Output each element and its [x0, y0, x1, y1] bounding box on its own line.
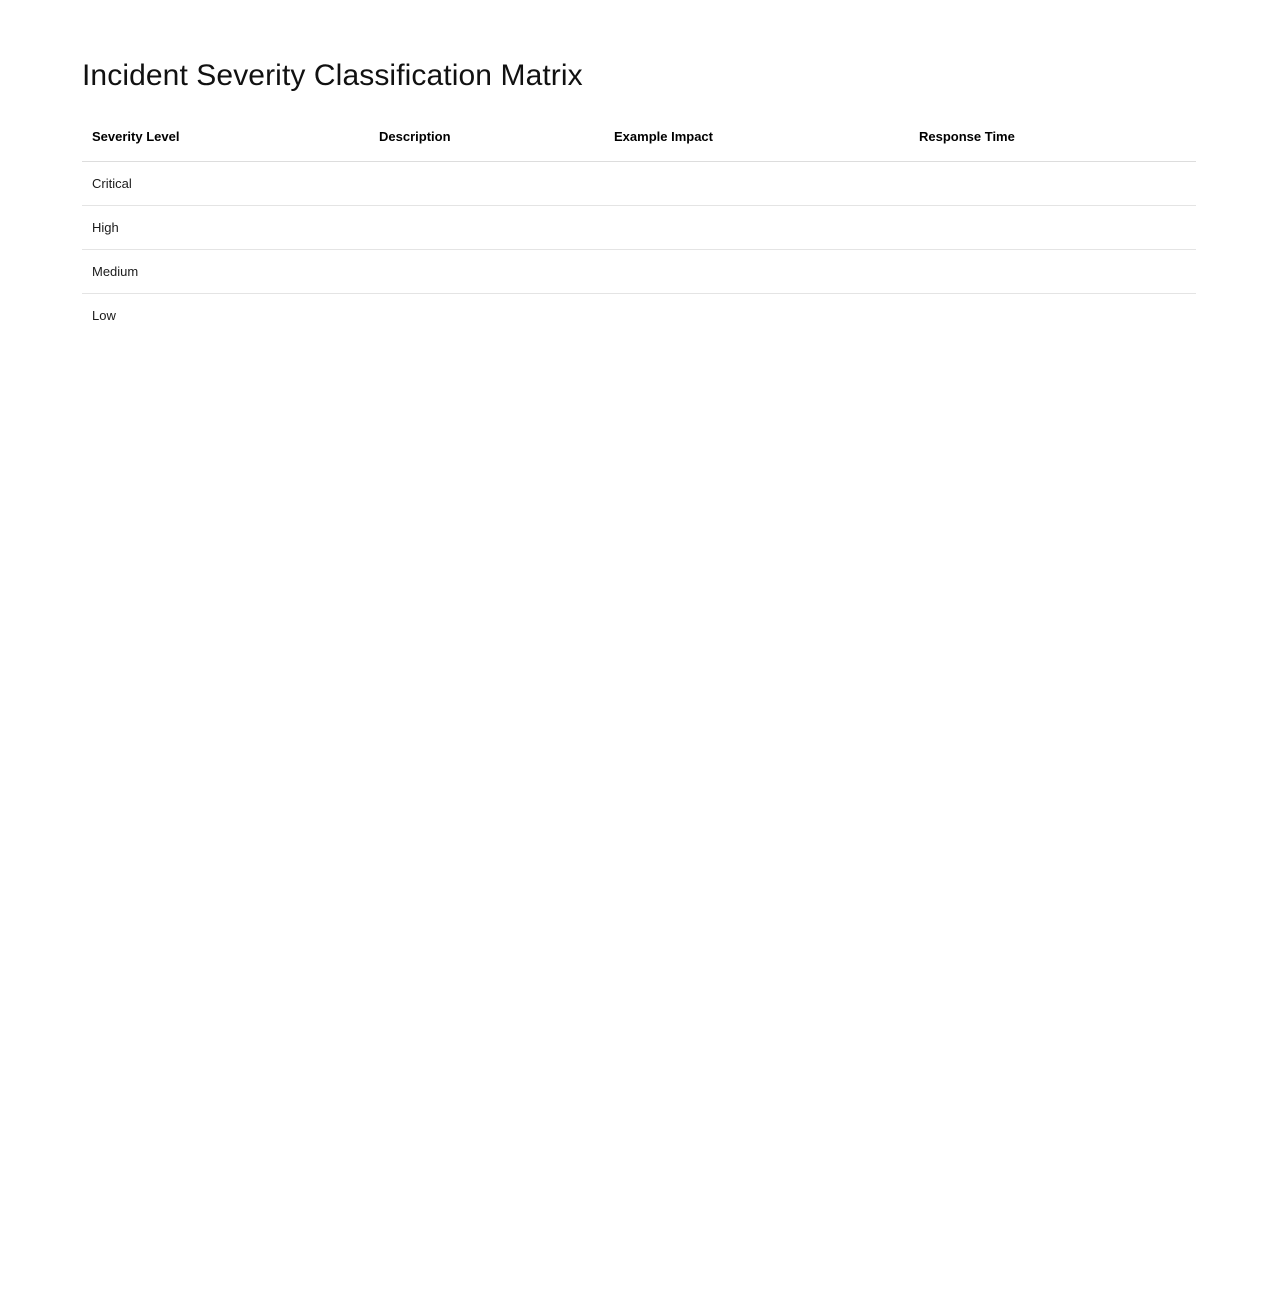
- cell-example-impact: [604, 162, 909, 206]
- column-header-severity-level: Severity Level: [82, 125, 369, 162]
- page-title: Incident Severity Classification Matrix: [82, 59, 583, 92]
- column-header-response-time: Response Time: [909, 125, 1196, 162]
- cell-severity-level: Low: [92, 307, 116, 323]
- cell-description: [369, 294, 604, 338]
- table-row: [82, 294, 1196, 338]
- cell-severity-level: High: [82, 206, 369, 250]
- cell-severity-level: Critical: [82, 162, 369, 206]
- column-header-description: Description: [369, 125, 604, 162]
- cell-description: [369, 250, 604, 294]
- column-header-example-impact: Example Impact: [604, 125, 909, 162]
- table-row: [82, 206, 1196, 250]
- cell-response-time: [909, 162, 1196, 206]
- cell-example-impact: [604, 206, 909, 250]
- table-header-row: [82, 125, 1196, 162]
- cell-response-time: [909, 294, 1196, 338]
- cell-example-impact: [604, 250, 909, 294]
- table-header: [82, 125, 1196, 162]
- cell-response-time: [909, 250, 1196, 294]
- table-body: [82, 162, 1196, 338]
- severity-matrix-container: [82, 125, 1196, 337]
- table-row: [82, 250, 1196, 294]
- cell-severity-level: Medium: [82, 250, 369, 294]
- cell-response-time: [909, 206, 1196, 250]
- cell-description: [369, 162, 604, 206]
- cell-example-impact: [604, 294, 909, 338]
- severity-matrix-table: [82, 125, 1196, 337]
- cell-description: [369, 206, 604, 250]
- table-row: [82, 162, 1196, 206]
